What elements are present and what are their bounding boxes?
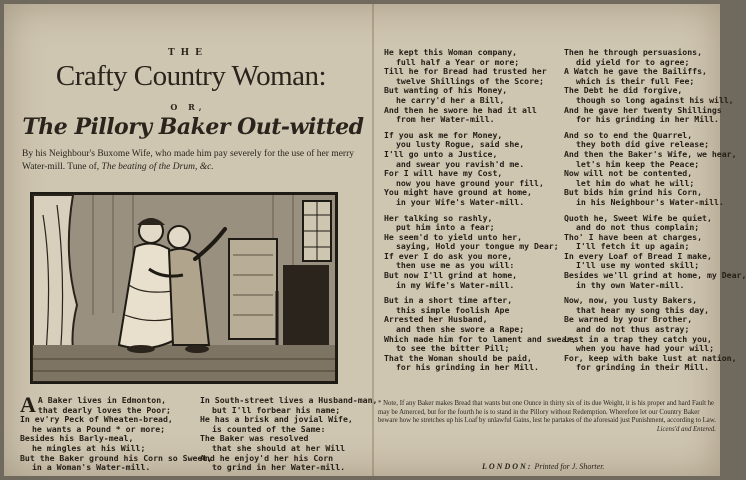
verse-line: to grind in her Water-mill. bbox=[212, 462, 346, 473]
verse-line: But wanting of his Money, bbox=[384, 85, 508, 96]
verse-line: in thy own Water-mill. bbox=[576, 279, 685, 290]
verse-line: and then she swore a Rape; bbox=[396, 324, 525, 335]
footnote bbox=[378, 400, 716, 434]
verse-line: That the Woman should be paid, bbox=[384, 352, 532, 363]
stanza bbox=[20, 392, 213, 473]
verse-line: Now will not be contented, bbox=[564, 168, 693, 179]
verse-line: Till he for Bread had trusted her bbox=[384, 66, 547, 77]
verse-line: but I'll forbear his name; bbox=[212, 404, 341, 415]
verse-line: You might have ground at home, bbox=[384, 187, 532, 198]
stanza bbox=[384, 131, 560, 208]
verse-line: For, keep with bake lust at nation, bbox=[564, 352, 737, 363]
stanza bbox=[564, 129, 737, 208]
verse-line: And then he swore he had it all bbox=[384, 104, 537, 115]
description-text: By his Neighbour's Buxome Wife, who made him pay severely for the use of her merry Water-mill. Tune of, bbox=[22, 149, 354, 172]
title-article: THE bbox=[167, 48, 209, 58]
stanza bbox=[564, 212, 746, 291]
verse-line: For I will have my Cost, bbox=[384, 168, 503, 179]
verse-line: He kept this Woman company, bbox=[384, 47, 518, 57]
woodcut-couple-embracing-icon bbox=[33, 195, 335, 381]
verse-line: Be warned by your Brother, bbox=[564, 314, 693, 325]
verse-line: Then he through persuasions, bbox=[564, 47, 703, 57]
verse-column-4 bbox=[564, 47, 746, 379]
verse-line: is counted of the Same: bbox=[212, 423, 326, 434]
verse-line: In South-street lives a Husband-man, bbox=[200, 395, 378, 405]
verse-line: Lest in a trap they catch you, bbox=[564, 333, 712, 344]
verse-line: A Baker lives in Edmonton, bbox=[37, 395, 167, 405]
verse-line: let him do what he will; bbox=[576, 177, 695, 188]
verse-line: saying, Hold your tongue my Dear; bbox=[396, 241, 559, 252]
broadside-sheet bbox=[4, 4, 746, 476]
verse-line: And he gave her twenty Shillings bbox=[564, 104, 722, 115]
imprint bbox=[482, 462, 722, 471]
verse-line: that dearly loves the Poor; bbox=[37, 404, 171, 415]
verse-line: If you ask me for Money, bbox=[384, 129, 503, 140]
stanza bbox=[384, 214, 560, 291]
verse-line: But now I'll grind at home, bbox=[384, 270, 518, 281]
verse-line: that hear my song this day, bbox=[576, 304, 710, 315]
stanza bbox=[564, 47, 734, 125]
verse-line: I'll use my wonted skill; bbox=[576, 260, 700, 271]
verse-column-3 bbox=[384, 47, 577, 379]
verse-line: for his grinding in her Mill. bbox=[396, 362, 539, 373]
verse-line: that she should at her Will bbox=[212, 442, 346, 453]
verse-line: And then the Baker's Wife, we hear, bbox=[564, 148, 737, 159]
verse-line: full half a Year or more; bbox=[396, 56, 520, 67]
verse-line: he mingles at his Will; bbox=[32, 442, 146, 453]
verse-line: And so to end the Quarrel, bbox=[564, 129, 693, 140]
verse-line: Now, now, you lusty Bakers, bbox=[564, 295, 698, 306]
verse-line: The Baker was resolved bbox=[200, 433, 309, 444]
verse-line: let's him keep the Peace; bbox=[576, 158, 700, 169]
verse-line: now you have ground your fill, bbox=[396, 177, 544, 188]
verse-line: though so long against his will, bbox=[576, 94, 734, 105]
verse-line: in a Woman's Water-mill. bbox=[32, 462, 151, 473]
ballad-subtitle: The Pillory Baker Out-witted bbox=[22, 114, 364, 140]
verse-line: and do not thus astray; bbox=[576, 324, 690, 335]
verse-line: Which made him for to lament and swear, bbox=[384, 333, 577, 344]
verse-line: twelve Shillings of the Score; bbox=[396, 75, 544, 86]
verse-line: In ev'ry Peck of Wheaten-bread, bbox=[20, 414, 173, 425]
title-or: O R, bbox=[170, 102, 206, 112]
verse-line: But bids him grind his Corn, bbox=[564, 187, 703, 198]
verse-line: to see the bitter Pill; bbox=[396, 343, 510, 354]
verse-line: you lusty Rogue, said she, bbox=[396, 139, 525, 150]
verse-line: Arrested her Husband, bbox=[384, 314, 488, 325]
verse-line: Besides we'll grind at home, my Dear, bbox=[564, 270, 746, 281]
verse-line: I'll fetch it up again; bbox=[576, 241, 690, 252]
imprint-printer: Printed for J. Shorter. bbox=[534, 462, 605, 471]
verse-line: for his grinding in her Mill. bbox=[576, 114, 719, 125]
verse-line: put him into a fear; bbox=[396, 222, 495, 233]
verse-line: in my Wife's Water-mill. bbox=[396, 279, 515, 290]
verse-line: But the Baker ground his Corn so Sweet, bbox=[20, 452, 213, 463]
woodcut-illustration bbox=[30, 192, 338, 384]
verse-line: in your Wife's Water-mill. bbox=[396, 196, 525, 207]
drop-cap: A bbox=[20, 392, 36, 417]
verse-column-1 bbox=[20, 392, 213, 479]
verse-line: He seem'd to yield unto her, bbox=[384, 231, 523, 242]
imprint-city: LONDON: bbox=[482, 462, 533, 471]
verse-line: and swear you ravish'd me. bbox=[396, 158, 525, 169]
ballad-description bbox=[22, 148, 370, 174]
verse-line: in his Neighbour's Water-mill. bbox=[576, 196, 724, 207]
verse-line: Tho' I have been at charges, bbox=[564, 231, 703, 242]
ballad-title: Crafty Country Woman: bbox=[55, 60, 327, 92]
verse-line: In every Loaf of Bread I make, bbox=[564, 250, 712, 261]
verse-line: And he enjoy'd her his Corn bbox=[200, 452, 334, 463]
verse-line: I'll go unto a Justice, bbox=[384, 148, 498, 159]
verse-line: He has a brisk and jovial Wife, bbox=[200, 414, 353, 425]
stanza bbox=[200, 395, 378, 473]
verse-line: A Watch he gave the Bailiffs, bbox=[564, 66, 707, 77]
verse-line: this simple foolish Ape bbox=[396, 304, 510, 315]
verse-line: he wants a Pound * or more; bbox=[32, 423, 166, 434]
stanza bbox=[564, 295, 737, 373]
verse-line: If ever I do ask you more, bbox=[384, 250, 513, 261]
verse-line: did yield for to agree; bbox=[576, 56, 690, 67]
footnote-text: * Note, If any Baker makes Bread that wants but one Ounce in thirty six of its due Weight, it is his proper and hard Fault he may be Amerced, but for the fourth he is to stand in the Pillory without Redemption. Wherefore let our Country Baker beware how he stretches up his Loaf by unlawful Gains, lest he partakes of the aforesaid just Punishment, according to Law. bbox=[378, 400, 716, 425]
verse-line: he carry'd her a Bill, bbox=[396, 94, 505, 105]
verse-line: Quoth he, Sweet Wife be quiet, bbox=[564, 212, 712, 223]
verse-line: then use me as you will: bbox=[396, 260, 515, 271]
stanza bbox=[384, 48, 560, 125]
verse-line: The Debt he did forgive, bbox=[564, 85, 683, 96]
stanza bbox=[384, 295, 577, 373]
verse-line: they both did give release; bbox=[576, 139, 710, 150]
verse-column-2 bbox=[200, 395, 378, 479]
verse-line: from her Water-mill. bbox=[396, 114, 495, 125]
paper-fold-line bbox=[372, 4, 374, 476]
verse-line: and do not thus complain; bbox=[576, 222, 700, 233]
verse-line: Her talking so rashly, bbox=[384, 212, 493, 223]
licence-note: Licens'd and Entered. bbox=[656, 425, 716, 433]
verse-line: But in a short time after, bbox=[384, 295, 513, 306]
verse-line: for grinding in their Mill. bbox=[576, 362, 710, 373]
verse-line: Besides his Barly-meal, bbox=[20, 433, 134, 444]
verse-line: which is their full Fee; bbox=[576, 75, 695, 86]
tune-name: The beating of the Drum, &c. bbox=[101, 162, 214, 172]
verse-line: when you have had your will; bbox=[576, 343, 715, 354]
